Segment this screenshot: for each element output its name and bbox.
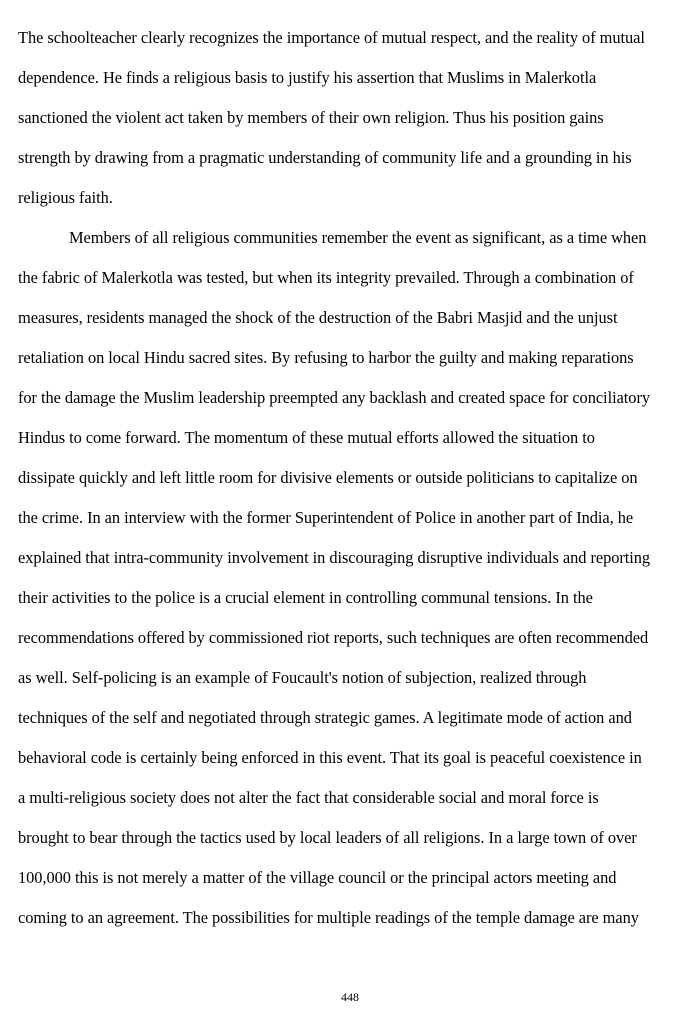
text-line: their activities to the police is a crucial element in controlling communal tensions. In the [18,588,593,607]
text-line: dependence. He finds a religious basis to justify his assertion that Muslims in Malerkotla [18,68,597,87]
text-line: dissipate quickly and left little room for divisive elements or outside politicians to capitalize on [18,468,638,487]
text-line: Hindus to come forward. The momentum of these mutual efforts allowed the situation to [18,428,595,447]
text-line: strength by drawing from a pragmatic understanding of community life and a grounding in his [18,148,632,167]
text-line: The schoolteacher clearly recognizes the importance of mutual respect, and the reality of mutual [18,28,645,47]
text-line: religious faith. [18,188,113,207]
text-line: a multi-religious society does not alter the fact that considerable social and moral force is [18,788,599,807]
text-line: for the damage the Muslim leadership preempted any backlash and created space for conciliatory [18,388,650,407]
text-line: the crime. In an interview with the former Superintendent of Police in another part of India, he [18,508,634,527]
paragraph-first-line: Members of all religious communities remember the event as significant, as a time when [69,228,647,247]
page-number: 448 [341,990,359,1004]
text-line: measures, residents managed the shock of the destruction of the Babri Masjid and the unjust [18,308,618,327]
text-line: explained that intra-community involvement in discouraging disruptive individuals and reporting [18,548,651,567]
text-line: recommendations offered by commissioned riot reports, such techniques are often recommended [18,628,649,647]
text-line: retaliation on local Hindu sacred sites. By refusing to harbor the guilty and making reparations [18,348,634,367]
text-line: as well. Self-policing is an example of Foucault's notion of subjection, realized through [18,668,587,687]
text-line: sanctioned the violent act taken by members of their own religion. Thus his position gains [18,108,604,127]
text-line: the fabric of Malerkotla was tested, but when its integrity prevailed. Through a combination of [18,268,634,287]
text-line: coming to an agreement. The possibilities for multiple readings of the temple damage are many [18,908,639,927]
text-line: behavioral code is certainly being enforced in this event. That its goal is peaceful coexistence in [18,748,642,767]
text-line: techniques of the self and negotiated through strategic games. A legitimate mode of action and [18,708,632,727]
text-line: 100,000 this is not merely a matter of the village council or the principal actors meeting and [18,868,617,887]
text-line: brought to bear through the tactics used by local leaders of all religions. In a large town of over [18,828,637,847]
